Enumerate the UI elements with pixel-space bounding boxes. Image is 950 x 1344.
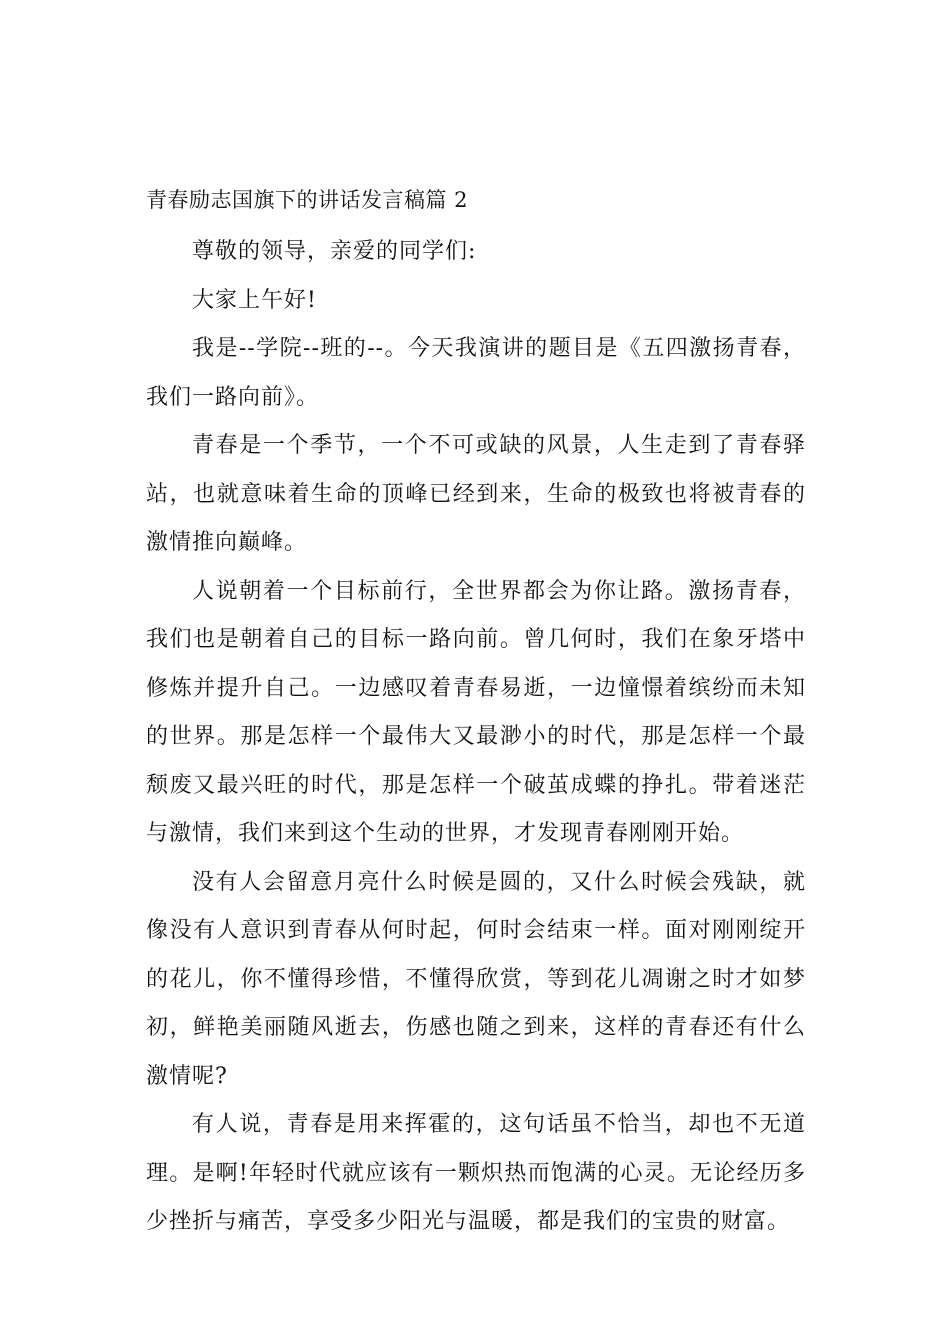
document-title: 青春励志国旗下的讲话发言稿篇 2 (146, 188, 469, 212)
paragraph-youth-season: 青春是一个季节，一个不可或缺的风景，人生走到了青春驿站，也就意味着生命的顶峰已经到来，生命的极致也将被青春的激情推向巅峰。 (146, 433, 806, 555)
paragraph-greeting: 尊敬的领导，亲爱的同学们: (192, 239, 477, 264)
paragraph-morning: 大家上午好! (192, 287, 317, 313)
paragraph-goal: 人说朝着一个目标前行，全世界都会为你让路。激扬青春，我们也是朝着自己的目标一路向前。曾几何时，我们在象牙塔中修炼并提升自己。一边感叹着青春易逝，一边憧憬着缤纷而未知的世界。那是怎样一个最伟大又最渺小的时代，那是怎样一个最颓废又最兴旺的时代，那是怎样一个破茧成蝶的挣扎。带着迷茫与激情，我们来到这个生动的世界，才发现青春刚刚开始。 (146, 578, 806, 846)
paragraph-intro: 我是--学院--班的--。今天我演讲的题目是《五四激扬青春，我们一路向前》。 (146, 336, 806, 410)
document-body (146, 228, 806, 1247)
paragraph-moon: 没有人会留意月亮什么时候是圆的，又什么时候会残缺，就像没有人意识到青春从何时起，何时会结束一样。面对刚刚绽开的花儿，你不懂得珍惜，不懂得欣赏，等到花儿凋谢之时才如梦初，鲜艳美丽随风逝去，伤感也随之到来，这样的青春还有什么激情呢? (146, 869, 806, 1089)
paragraph-squander: 有人说，青春是用来挥霍的，这句话虽不恰当，却也不无道理。是啊!年轻时代就应该有一颗炽热而饱满的心灵。无论经历多少挫折与痛苦，享受多少阳光与温暖，都是我们的宝贵的财富。 (146, 1112, 806, 1234)
